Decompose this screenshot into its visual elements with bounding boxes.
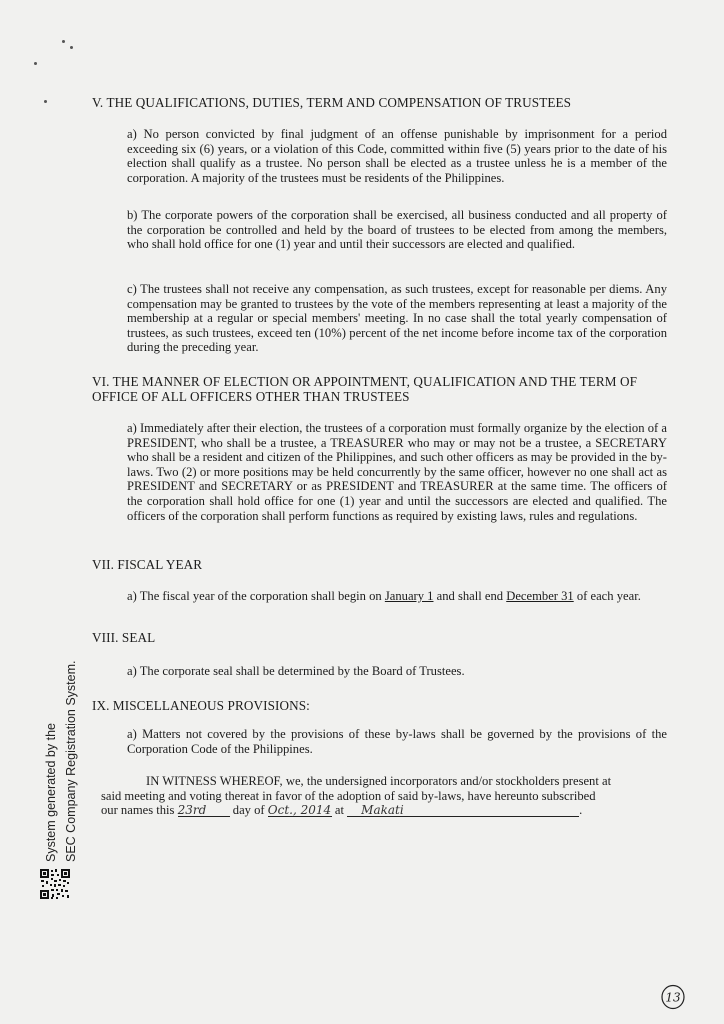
day-field	[178, 803, 230, 817]
witness-line: IN WITNESS WHEREOF, we, the undersigned incorporators and/or stockholders present at	[146, 774, 612, 788]
qr-code-icon	[39, 868, 71, 900]
witness-line: said meeting and voting thereat in favor of the adoption of said by-laws, have hereunto subscribed	[101, 788, 596, 803]
witness-clause	[101, 774, 667, 818]
place-field	[347, 803, 579, 817]
scan-speck	[70, 46, 73, 49]
scan-speck	[44, 100, 47, 103]
paragraph-text: of each year.	[573, 589, 641, 603]
section-paragraph: a) Immediately after their election, the trustees of a corporation must formally organize by the election of a PRESIDENT, who shall be a trustee, a TREASURER who may or may not be a trustee, a SECRETARY who shall be a resident and citizen of the Philippines, and such other officers as may be provided in the by-laws. Two (2) or more positions may be held concurrently by the same officer, however no one shall act as PRESIDENT and SECRETARY or as PRESIDENT and TREASURER at the same time. The officers of the corporation shall hold office for one (1) year and until the successors are elected and qualified. The officers of the corporation shall perform functions as required by existing laws, rules and regulations.	[127, 421, 667, 523]
section-heading: V. THE QUALIFICATIONS, DUTIES, TERM AND COMPENSATION OF TRUSTEES	[92, 95, 572, 110]
paragraph-text: a) The fiscal year of the corporation shall begin on	[127, 589, 385, 603]
witness-text: at	[334, 803, 345, 818]
section-paragraph: a) No person convicted by final judgment of an offense punishable by imprisonment for a period exceeding six (6) years, or a violation of this Code, committed within five (5) years prior to the date of his election shall qualify as a trustee. No person shall be elected as a trustee unless he is a member of the corporation. A majority of the trustees must be residents of the Philippines.	[127, 127, 667, 185]
section-paragraph: b) The corporate powers of the corporation shall be exercised, all business conducted and all property of the corporation be controlled and held by the board of trustees to be elected from among the members, who shall hold office for one (1) year and until their successors are elected and qualified.	[127, 208, 667, 252]
section-paragraph: a) Matters not covered by the provisions of these by-laws shall be governed by the provisions of the Corporation Code of the Philippines.	[127, 727, 667, 756]
sidebar-text-line: System generated by the	[44, 723, 58, 862]
sidebar-text-line: SEC Company Registration System.	[64, 660, 78, 862]
place-handwriting: Makati	[361, 803, 404, 818]
page-number-circle	[660, 984, 686, 1010]
end-date: December 31	[506, 589, 574, 603]
month-field	[268, 803, 332, 817]
section-heading: IX. MISCELLANEOUS PROVISIONS:	[92, 698, 310, 713]
day-handwriting: 23rd	[177, 803, 207, 818]
witness-text: day of	[232, 803, 265, 818]
scan-speck	[34, 62, 37, 65]
scan-speck	[62, 40, 65, 43]
paragraph-text: and shall end	[433, 589, 507, 603]
section-paragraph	[127, 589, 667, 604]
section-heading: VIII. SEAL	[92, 630, 156, 645]
heading-line: VI. THE MANNER OF ELECTION OR APPOINTMENT, QUALIFICATION AND THE TERM OF	[92, 374, 638, 389]
witness-text: our names this	[101, 803, 175, 818]
month-handwriting: Oct., 2014	[267, 803, 332, 818]
begin-date: January 1	[384, 589, 434, 603]
section-heading	[92, 374, 692, 404]
section-heading: VII. FISCAL YEAR	[92, 557, 203, 572]
section-paragraph: a) The corporate seal shall be determined by the Board of Trustees.	[127, 664, 465, 678]
heading-line: OFFICE OF ALL OFFICERS OTHER THAN TRUSTEES	[92, 389, 410, 404]
section-paragraph: c) The trustees shall not receive any compensation, as such trustees, except for reasonable per diems. Any compensation may be granted to trustees by the vote of the members representing at least a majority of the membership at a regular or special members' meeting. In no case shall the total yearly compensation of trustees, as such trustees, exceed ten (10%) percent of the net income before income tax of the corporation during the preceding year.	[127, 282, 667, 355]
page-number: 13	[665, 990, 681, 1005]
witness-text: .	[579, 803, 583, 818]
